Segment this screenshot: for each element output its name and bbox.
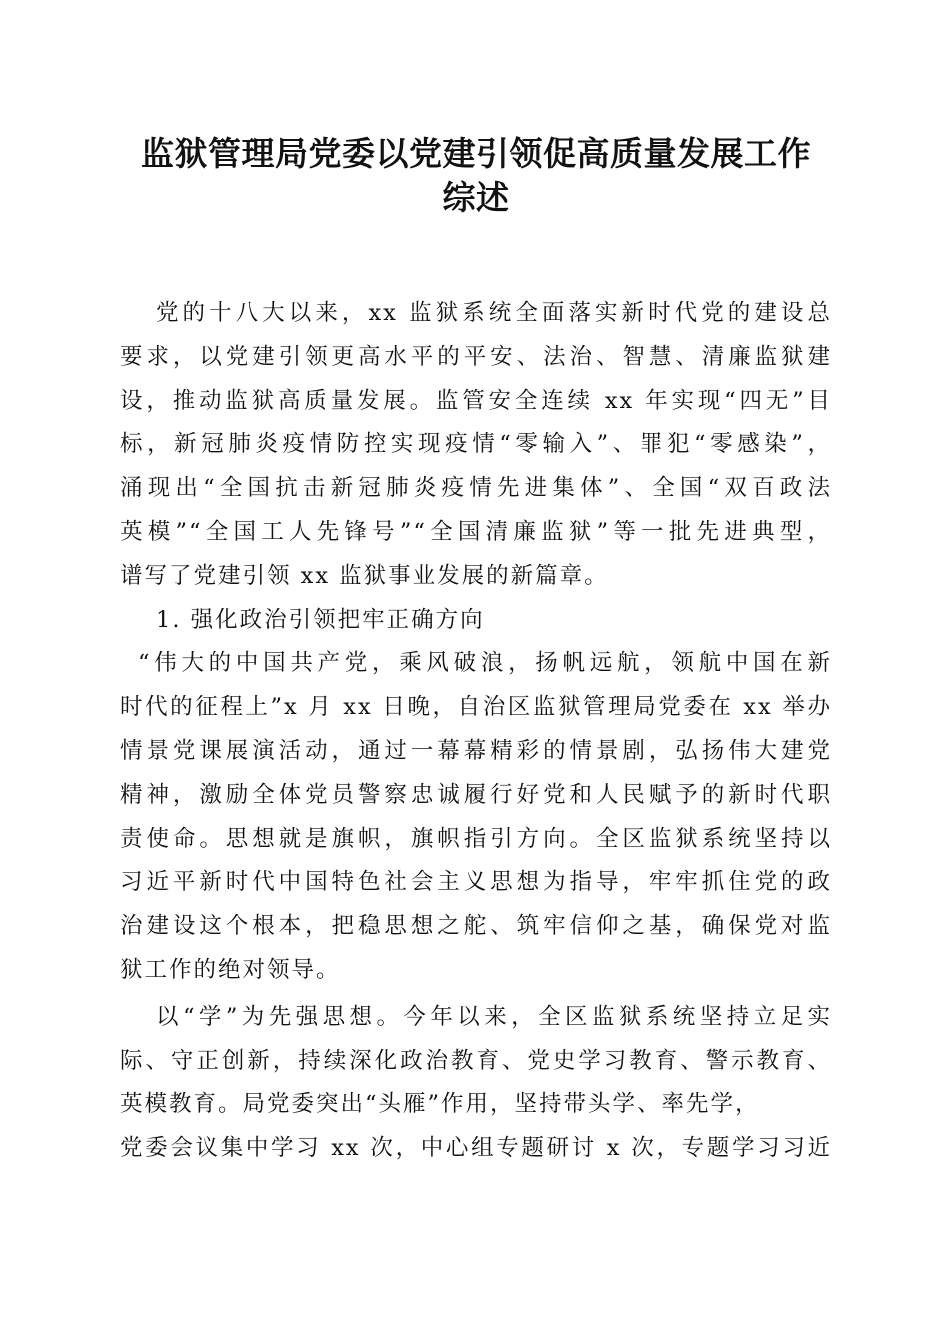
title-line-2: 综述: [442, 178, 510, 217]
document-body: [120, 292, 832, 1171]
text-line: 涌现出“全国抗击新冠肺炎疫情先进集体”、全国“双百政法: [120, 475, 832, 502]
text-line: 情景党课展演活动，通过一幕幕精彩的情景剧，弘扬伟大建党: [120, 737, 832, 764]
text-line: 英模教育。局党委突出“头雁”作用，坚持带头学、率先学，: [120, 1091, 760, 1118]
text-line: 谱写了党建引领 xx 监狱事业发展的新篇章。: [120, 562, 609, 589]
text-line: 以“学”为先强思想。今年以来，全区监狱系统坚持立足实: [156, 1003, 832, 1030]
paragraph-study: [120, 996, 832, 1171]
text-line: 责使命。思想就是旗帜，旗帜指引方向。全区监狱系统坚持以: [120, 825, 832, 852]
document-title: [120, 132, 832, 220]
text-line: 治建设这个根本，把稳思想之舵、筑牢信仰之基，确保党对监: [120, 913, 832, 940]
text-line: 精神，激励全体党员警察忠诚履行好党和人民赋予的新时代职: [120, 781, 832, 808]
text-line: 英模”“全国工人先锋号”“全国清廉监狱”等一批先进典型，: [120, 518, 832, 545]
text-line: 际、守正创新，持续深化政治教育、党史学习教育、警示教育、: [120, 1047, 832, 1074]
text-line: 习近平新时代中国特色社会主义思想为指导，牢牢抓住党的政: [120, 869, 832, 896]
text-line: 党的十八大以来，xx 监狱系统全面落实新时代党的建设总: [156, 300, 832, 326]
paragraph-political-leadership: [120, 642, 832, 992]
section-heading-text: 1. 强化政治引领把牢正确方向: [156, 606, 485, 633]
text-line: 狱工作的绝对领导。: [120, 956, 341, 983]
text-line: 设，推动监狱高质量发展。监管安全连续 xx 年实现“四无”目: [120, 387, 832, 414]
title-line-1: 监狱管理局党委以党建引领促高质量发展工作: [141, 134, 811, 173]
text-line: “伟大的中国共产党，乘风破浪，扬帆远航，领航中国在新: [138, 650, 832, 677]
text-line: 党委会议集中学习 xx 次，中心组专题研讨 x 次，专题学习习近: [120, 1135, 832, 1162]
text-line: 要求，以党建引领更高水平的平安、法治、智慧、清廉监狱建: [120, 343, 832, 370]
section-heading: [120, 599, 832, 643]
text-line: 时代的征程上”x 月 xx 日晚，自治区监狱管理局党委在 xx 举办: [120, 694, 832, 721]
paragraph-intro: [120, 292, 832, 599]
text-line: 标，新冠肺炎疫情防控实现疫情“零输入”、罪犯“零感染”，: [120, 431, 832, 458]
